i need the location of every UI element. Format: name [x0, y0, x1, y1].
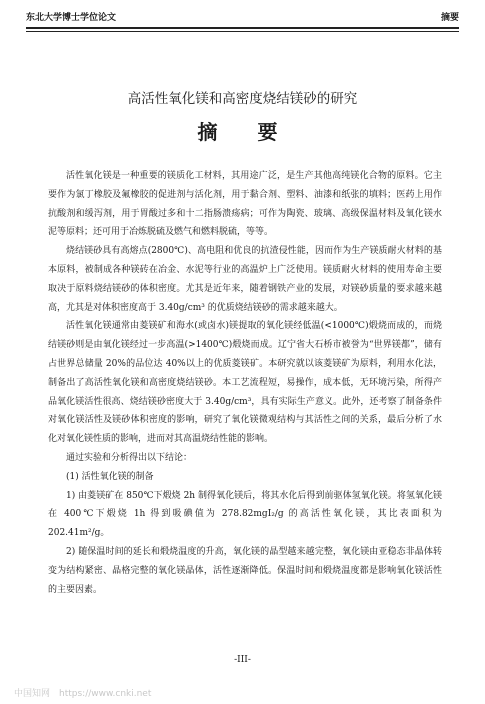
header-university-title: 东北大学博士学位论文: [26, 13, 117, 23]
paragraph: 烧结镁砂具有高熔点(2800℃)、高电阻和优良的抗渣侵性能，因而作为生产镁质耐火材料的基本原料，被制成各种镁砖在冶金、水泥等行业的高温炉上广泛使用。镁质耐火材料的使用寿命主要取决于原料烧结镁砂的体积密度。尤其是近年来，随着钢铁产业的发展，对镁砂质量的要求越来越高，尤其是对体积密度高于 3.40g/cm³ 的优质烧结镁砂的需求越来越大。: [48, 246, 442, 313]
header-rule-thin: [26, 31, 459, 32]
running-header: [26, 11, 459, 25]
header-section-title: 摘要: [440, 13, 459, 23]
header-rule-thick: [26, 27, 459, 29]
paragraph: 活性氧化镁通常由菱镁矿和海水(或卤水)镁提取的氧化镁经低温(<1000℃)煅烧而成的，而烧结镁砂则是由氧化镁经过一步高温(>1400℃)煅烧而成。辽宁省大石桥市被誉为“世界镁都”，储有占世界总储量 20%的品位达 40%以上的优质菱镁矿。本研究就以该菱镁矿为原料，利用水化法，制备出了高活性氧化镁和高密度烧结镁砂。本工艺流程短，易操作，成本低，无环境污染，所得产品氧化镁活性很高、烧结镁砂密度大于 3.40g/cm³，具有实际生产意义。此外，还考察了制备条件对氧化镁活性及镁砂体积密度的影响，研究了氧化镁微观结构与其活性之间的关系，最后分析了水化对氧化镁性质的影响，进而对其高温烧结性能的影响。: [48, 321, 442, 445]
thesis-title: 高活性氧化镁和高密度烧结镁砂的研究: [127, 91, 358, 107]
watermark: 中国知网 https://www.cnki.net: [14, 689, 152, 699]
page-number: -III-: [234, 655, 251, 665]
abstract-heading: 摘 要: [197, 120, 288, 144]
paragraph: 1) 由菱镁矿在 850℃下煅烧 2h 制得氧化镁后，将其水化后得到前驱体氢氧化镁。将氢氧化镁在 400℃下煅烧 1h 得到吸碘值为 278.82mgI₂/g 的高活性氧化镁，其比表面积为 202.41m²/g。: [48, 490, 442, 539]
abstract-body: [48, 167, 442, 599]
paragraph: 通过实验和分析得出以下结论：: [66, 452, 193, 463]
paragraph: 活性氧化镁是一种重要的镁质化工材料，其用途广泛，是生产其他高纯镁化合物的原料。它主要作为氯丁橡胶及氟橡胶的促进剂与活化剂，用于黏合剂、塑料、油漆和纸张的填料；医药上用作抗酸剂和缓泻剂，用于胃酸过多和十二指肠溃疡病；可作为陶瓷、玻璃、高级保温材料及氧化镁水泥等原料；还可用于冶炼脱硫及燃气和燃料脱硫，等等。: [48, 171, 442, 238]
section-heading: (1) 活性氧化镁的制备: [66, 471, 154, 482]
paragraph: 2) 随保温时间的延长和煅烧温度的升高，氧化镁的晶型越来越完整，氧化镁由亚稳态非晶体转变为结构紧密、晶格完整的氧化镁晶体，活性逐渐降低。保温时间和煅烧温度都是影响氧化镁活性的主要因素。: [48, 546, 442, 595]
